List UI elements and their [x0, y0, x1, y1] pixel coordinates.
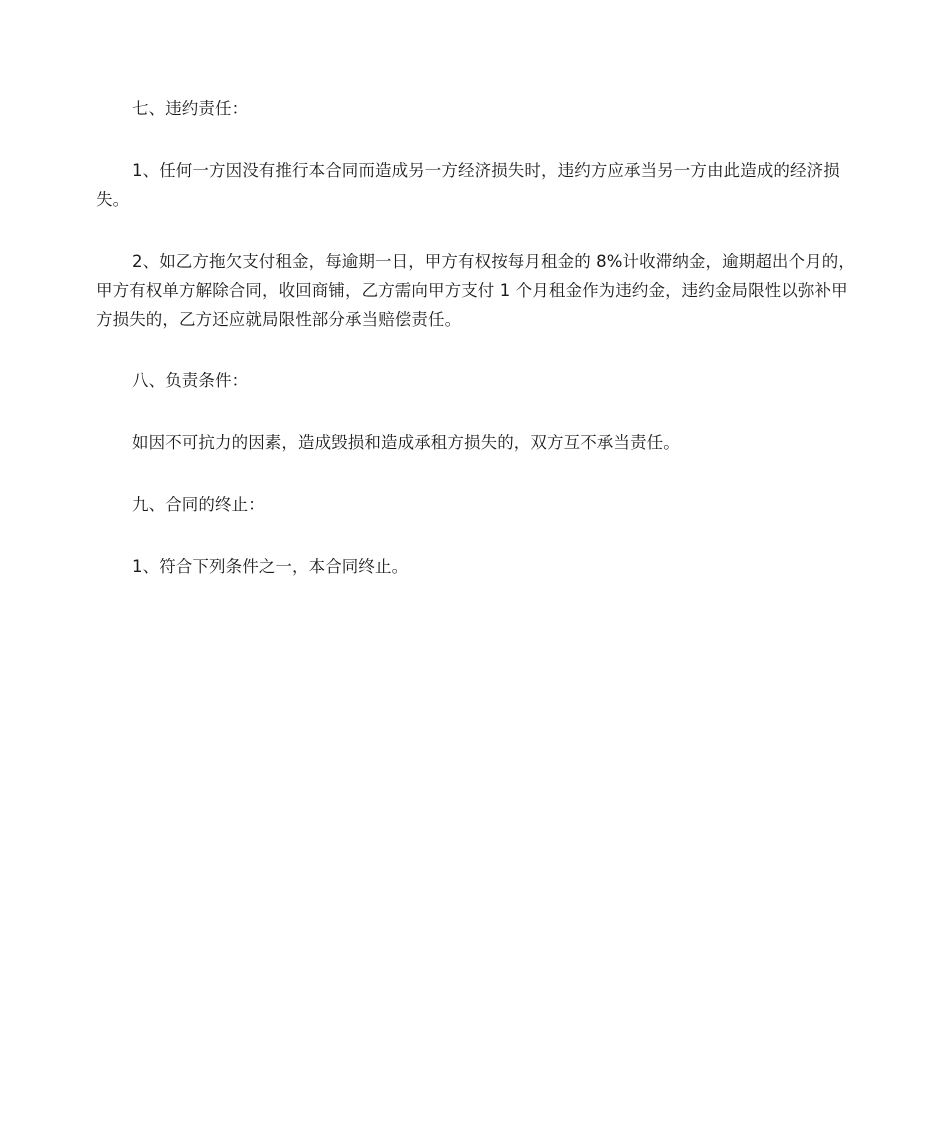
section-heading-breach-liability: 七、违约责任： [132, 99, 249, 118]
section-heading-termination: 九、合同的终止： [132, 495, 265, 514]
clause-breach-2: 2、如乙方拖欠支付租金，每逾期一日，甲方有权按每月租金的 8%计收滞纳金，逾期超出个月的，甲方有权单方解除合同，收回商铺，乙方需向甲方支付 1 个月租金作为违约金，违约金局限性以弥补甲方损失的，乙方还应就局限性部分承当赔偿责任。 [96, 252, 855, 329]
clause-force-majeure: 如因不可抗力的因素，造成毁损和造成承租方损失的，双方互不承当责任。 [132, 433, 680, 452]
clause-termination-1: 1、符合下列条件之一，本合同终止。 [132, 557, 409, 576]
section-heading-exemption: 八、负责条件： [132, 371, 249, 390]
clause-breach-1: 1、任何一方因没有推行本合同而造成另一方经济损失时，违约方应承当另一方由此造成的经济损失。 [96, 161, 840, 209]
